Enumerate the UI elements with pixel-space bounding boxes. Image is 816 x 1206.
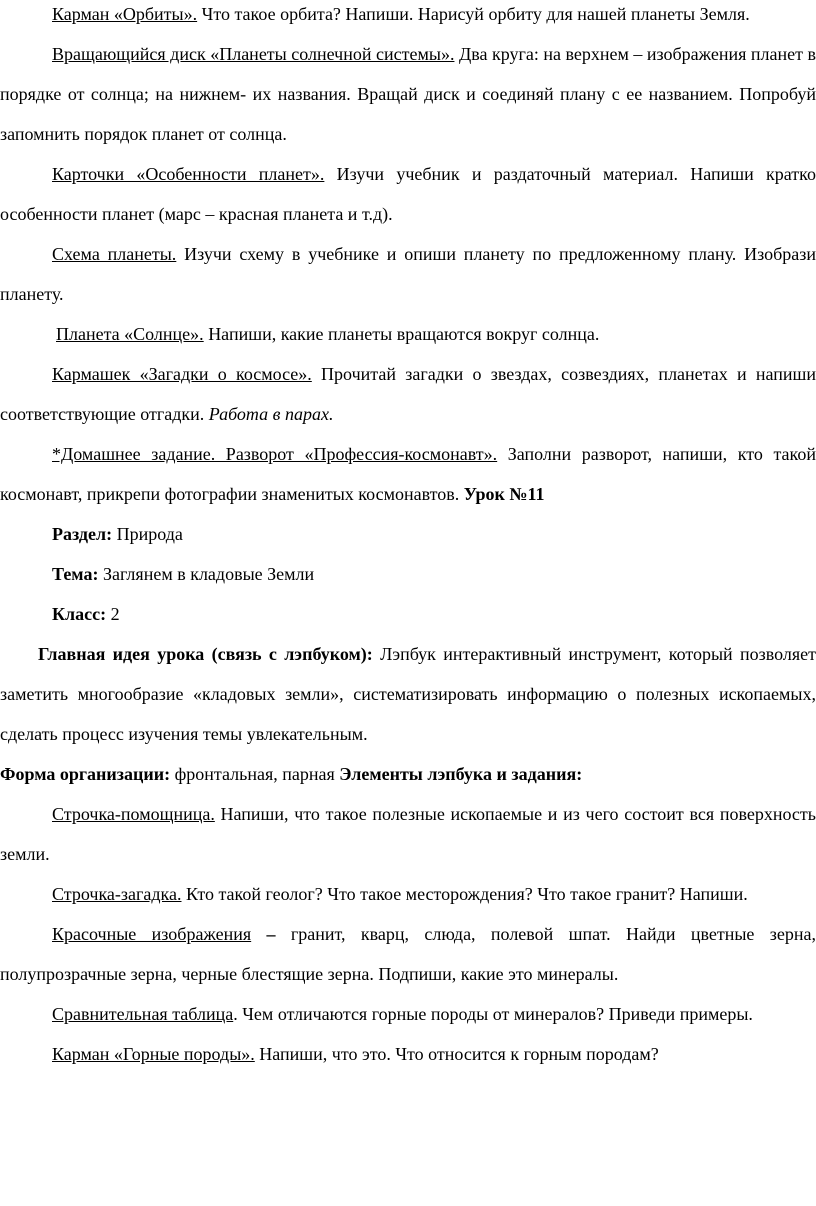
elements-label: Элементы лэпбука и задания: bbox=[339, 764, 583, 784]
item-text: Изучи учебник и раздаточный материал. Напиши кратко особенности планет (марс – красная планета и т.д). bbox=[0, 164, 816, 224]
section-label: Раздел: bbox=[52, 524, 113, 544]
paragraph-homework bbox=[0, 434, 816, 514]
item-label: Строчка-загадка. bbox=[52, 884, 182, 904]
main-idea-text: Лэпбук интерактивный инструмент, который позволяет заметить многообразие «кладовых земли», систематизировать информацию о полезных ископаемых, сделать процесс изучения темы увлекательным. bbox=[0, 644, 816, 744]
paragraph-sun bbox=[0, 314, 816, 354]
topic-value: Заглянем в кладовые Земли bbox=[98, 564, 315, 584]
paragraph-rocks bbox=[0, 1034, 816, 1074]
item-label: *Домашнее задание. Разворот «Профессия-космонавт». bbox=[52, 444, 498, 464]
paragraph-riddles bbox=[0, 354, 816, 434]
grade-line bbox=[0, 594, 816, 634]
item-dash: – bbox=[251, 924, 291, 944]
paragraph-cards bbox=[0, 154, 816, 234]
item-label: Планета «Солнце». bbox=[56, 324, 204, 344]
item-text: Заполни разворот, напиши, кто такой космонавт, прикрепи фотографии знаменитых космонавтов. bbox=[0, 444, 816, 504]
topic-line bbox=[0, 554, 816, 594]
paragraph-scheme bbox=[0, 234, 816, 314]
item-label: Карман «Орбиты». bbox=[52, 4, 198, 24]
item-label: Карман «Горные породы». bbox=[52, 1044, 255, 1064]
item-label: Карточки «Особенности планет». bbox=[52, 164, 325, 184]
item-label: Сравнительная таблица bbox=[52, 1004, 234, 1024]
item-text: Что такое орбита? Напиши. Нарисуй орбиту для нашей планеты Земля. bbox=[197, 4, 750, 24]
item-text: гранит, кварц, слюда, полевой шпат. Найди цветные зерна, полупрозрачные зерна, черные блестящие зерна. Подпиши, какие это минералы. bbox=[0, 924, 816, 984]
paragraph-disk bbox=[0, 34, 816, 154]
grade-label: Класс: bbox=[52, 604, 107, 624]
item-label: Кармашек «Загадки о космосе». bbox=[52, 364, 312, 384]
item-text: Изучи схему в учебнике и опиши планету по предложенному плану. Изобрази планету. bbox=[0, 244, 816, 304]
paragraph-images bbox=[0, 914, 816, 994]
item-text: Два круга: на верхнем – изображения планет в порядке от солнца; на нижнем- их названия. Вращай диск и соединяй плану с ее названием. Попробуй запомнить порядок планет от солнца. bbox=[0, 44, 816, 144]
item-text: Прочитай загадки о звездах, созвездиях, планетах и напиши соответствующие отгадки. bbox=[0, 364, 816, 424]
item-text: Кто такой геолог? Что такое месторождения? Что такое гранит? Напиши. bbox=[181, 884, 748, 904]
lesson-number: Урок №11 bbox=[463, 484, 545, 504]
pair-work-note: Работа в парах. bbox=[208, 404, 334, 424]
grade-value: 2 bbox=[106, 604, 120, 624]
paragraph-riddle-line bbox=[0, 874, 816, 914]
organization-text: фронтальная, парная bbox=[170, 764, 340, 784]
paragraph-organization bbox=[0, 754, 816, 794]
section-line bbox=[0, 514, 816, 554]
paragraph-helper-line bbox=[0, 794, 816, 874]
paragraph-main-idea bbox=[0, 634, 816, 754]
item-text: Напиши, какие планеты вращаются вокруг солнца. bbox=[203, 324, 600, 344]
item-label: Схема планеты. bbox=[52, 244, 177, 264]
item-label: Красочные изображения bbox=[52, 924, 252, 944]
item-label: Вращающийся диск «Планеты солнечной системы». bbox=[52, 44, 455, 64]
paragraph-table bbox=[0, 994, 816, 1034]
item-text: Напиши, что такое полезные ископаемые и из чего состоит вся поверхность земли. bbox=[0, 804, 816, 864]
item-text: Напиши, что это. Что относится к горным породам? bbox=[254, 1044, 659, 1064]
topic-label: Тема: bbox=[52, 564, 99, 584]
item-label: Строчка-помощница. bbox=[52, 804, 215, 824]
item-text: . Чем отличаются горные породы от минералов? Приведи примеры. bbox=[233, 1004, 753, 1024]
main-idea-label: Главная идея урока (связь с лэпбуком): bbox=[38, 644, 373, 664]
paragraph-orbits bbox=[0, 0, 816, 34]
organization-label: Форма организации: bbox=[0, 764, 171, 784]
section-value: Природа bbox=[112, 524, 183, 544]
